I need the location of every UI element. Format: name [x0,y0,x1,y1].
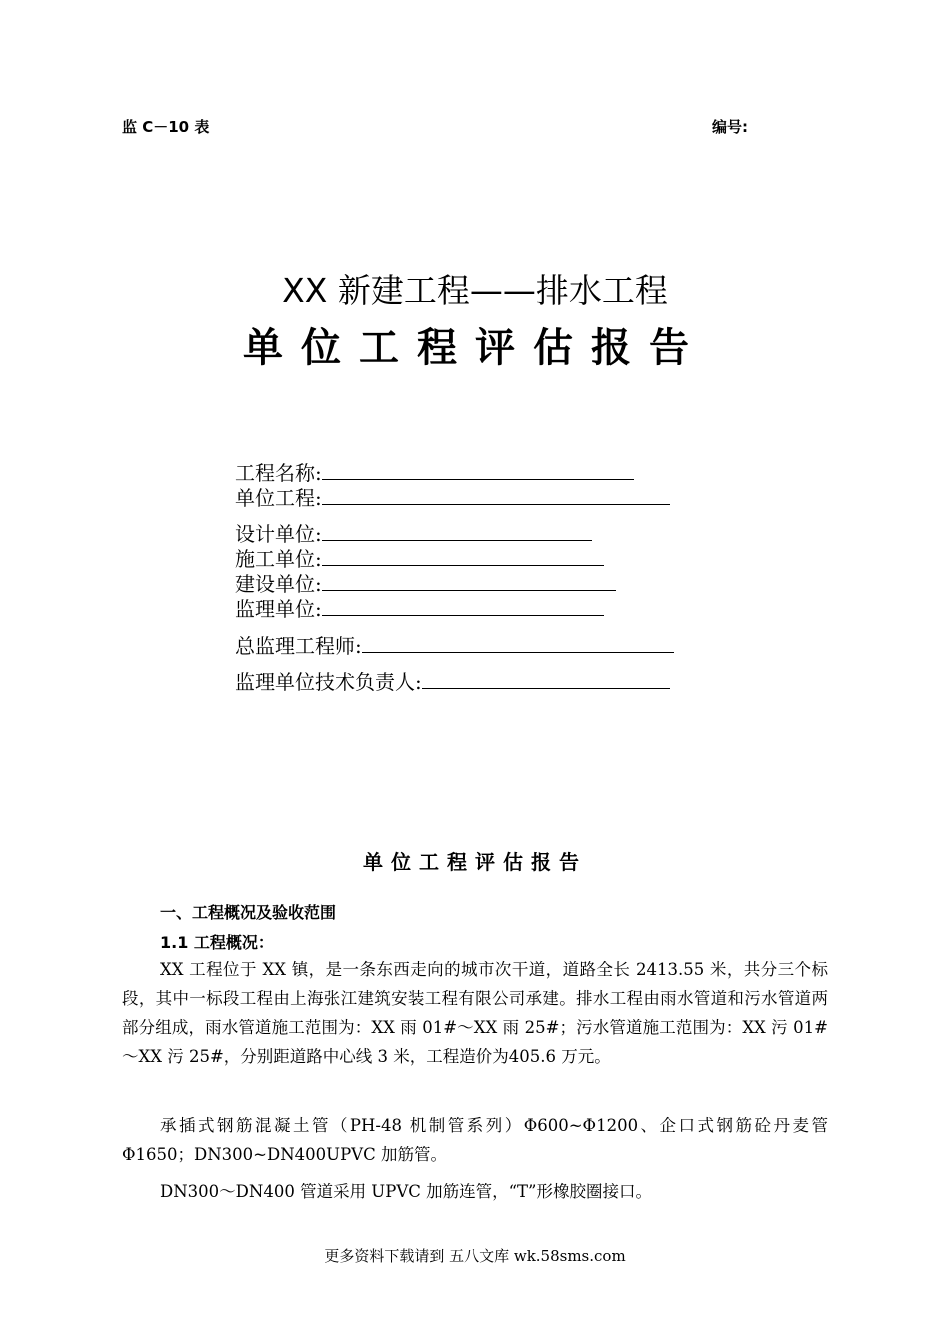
footer-text: 更多资料下载请到 五八文库 wk.58sms.com [324,1247,626,1265]
blank-line [322,485,670,505]
paragraph-joints: DN300～DN400 管道采用 UPVC 加筋连管，“T”形橡胶圈接口。 [160,1182,652,1201]
paragraph-pipes: 承插式钢筋混凝土管（PH-48 机制管系列）Φ600~Φ1200、企口式钢筋砼丹麦管Φ1650；DN300~DN400UPVC 加筋管。 [122,1116,828,1164]
number-label: 编号: [712,118,748,136]
field-project-name: 工程名称: [235,460,634,486]
field-owner-unit: 建设单位: [235,571,616,597]
field-supervision-unit: 监理单位: [235,596,604,622]
field-design-unit: 设计单位: [235,521,592,547]
field-construction-unit: 施工单位: [235,546,604,572]
blank-line [322,546,604,566]
blank-line [322,460,634,480]
blank-line [362,633,674,653]
subsection-heading: 1.1 工程概况： [160,933,274,952]
cover-title-project: XX 新建工程——排水工程 [282,271,668,310]
field-technical-lead: 监理单位技术负责人: [235,669,670,695]
blank-line [322,571,616,591]
blank-line [322,521,592,541]
report-title: 单位工程评估报告 [363,850,587,874]
field-unit-project: 单位工程: [235,485,670,511]
section-heading: 一、工程概况及验收范围 [160,903,337,922]
paragraph-overview: XX 工程位于 XX 镇，是一条东西走向的城市次干道，道路全长 2413.55 米，共分三个标段，其中一标段工程由上海张江建筑安装工程有限公司承建。排水工程由雨水管道和污水管道两部分组成，雨水管道施工范围为：XX 雨 01#～XX 雨 25#；污水管道施工范围为：XX 污 01#～XX 污 25#，分别距道路中心线 3 米，工程造价为405.6 万元。 [122,960,828,1066]
field-chief-supervisor: 总监理工程师: [235,633,674,659]
blank-line [422,669,670,689]
cover-title-report: 单位工程评估报告 [243,324,707,371]
blank-line [322,596,604,616]
form-code: 监 C－10 表 [122,118,210,136]
